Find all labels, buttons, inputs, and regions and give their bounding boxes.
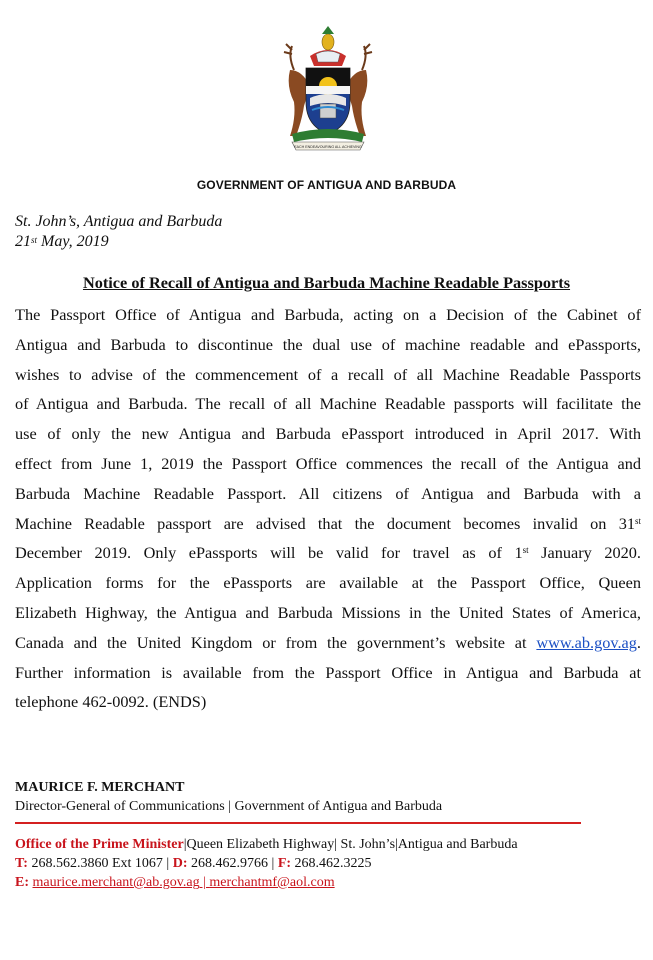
body-line: The Passport Office of Antigua and Barbuda, acting on a Decision of the Cabinet of [15, 305, 641, 324]
body-line [15, 509, 641, 539]
coat-of-arms-icon [276, 26, 380, 154]
body-text: . [636, 632, 641, 652]
signatory-role: Director-General of Communications | Government of Antigua and Barbuda [15, 799, 443, 814]
email-label: E: [15, 875, 29, 890]
notice-title: Notice of Recall of Antigua and Barbuda Machine Readable Passports [82, 273, 571, 292]
dateline-date [15, 232, 109, 252]
body-line: use of only the new Antigua and Barbuda ePassport introduced in April 2017. With [15, 424, 641, 444]
body-line: Further information is available from the Passport Office in Antigua and Barbuda at [15, 662, 641, 682]
office-address: |Queen Elizabeth Highway| St. John’s|Antigua and Barbuda [183, 837, 518, 852]
notice-body [15, 300, 641, 717]
body-line: Antigua and Barbuda to discontinue the dual use of machine readable and ePassports, [15, 334, 641, 354]
signatory-name: MAURICE F. MERCHANT [15, 780, 185, 795]
body-text: December 2019. Only ePassports will be valid for travel as of 1 [15, 543, 523, 563]
website-link[interactable]: www.ab.gov.ag [536, 632, 637, 652]
body-line: Barbuda Machine Readable Passport. All citizens of Antigua and Barbuda with a [15, 483, 641, 503]
body-text: Machine Readable passport are advised that the document becomes invalid on 31 [15, 513, 635, 533]
body-line: wishes to advise of the commencement of a recall of all Machine Readable Passports [15, 364, 641, 384]
body-text: January 2020. [528, 543, 642, 563]
contact-office-line [15, 837, 518, 853]
email-separator: | [199, 875, 210, 890]
email-link-primary[interactable]: maurice.merchant@ab.gov.ag [32, 875, 200, 890]
contact-email-line [15, 875, 335, 891]
body-line: Elizabeth Highway, the Antigua and Barbuda Missions in the United States of America, [15, 602, 641, 622]
body-line: of Antigua and Barbuda. The recall of all Machine Readable passports will facilitate the [15, 394, 641, 414]
contact-phone-line [15, 856, 372, 872]
body-line: effect from June 1, 2019 the Passport Office commences the recall of the Antigua and [15, 453, 641, 473]
body-line: telephone 462-0092. (ENDS) [15, 692, 207, 712]
body-text: Canada and the United Kingdom or from the government’s website at [15, 632, 537, 652]
body-line [15, 538, 641, 568]
telephone-label: T: [15, 856, 28, 871]
divider-rule [15, 822, 581, 824]
direct-value: 268.462.9766 | [187, 856, 278, 871]
body-line [15, 628, 641, 658]
ordinal-suffix: st [634, 515, 641, 526]
body-line: Application forms for the ePassports are available at the Passport Office, Queen [15, 573, 641, 593]
date-day: 21 [15, 233, 31, 250]
government-heading: GOVERNMENT OF ANTIGUA AND BARBUDA [196, 178, 457, 192]
fax-value: 268.462.3225 [291, 856, 372, 871]
ordinal-suffix: st [522, 545, 529, 556]
email-link-secondary[interactable]: merchantmf@aol.com [209, 875, 335, 890]
date-rest: May, 2019 [37, 233, 109, 250]
dateline-place: St. John’s, Antigua and Barbuda [15, 213, 223, 230]
date-suffix: st [31, 235, 38, 245]
svg-text:EACH ENDEAVOURING ALL ACHIEVIN: EACH ENDEAVOURING ALL ACHIEVING [294, 145, 362, 149]
telephone-value: 268.562.3860 Ext 1067 | [27, 856, 173, 871]
office-name: Office of the Prime Minister [15, 837, 184, 852]
fax-label: F: [277, 856, 292, 871]
direct-label: D: [172, 856, 188, 871]
